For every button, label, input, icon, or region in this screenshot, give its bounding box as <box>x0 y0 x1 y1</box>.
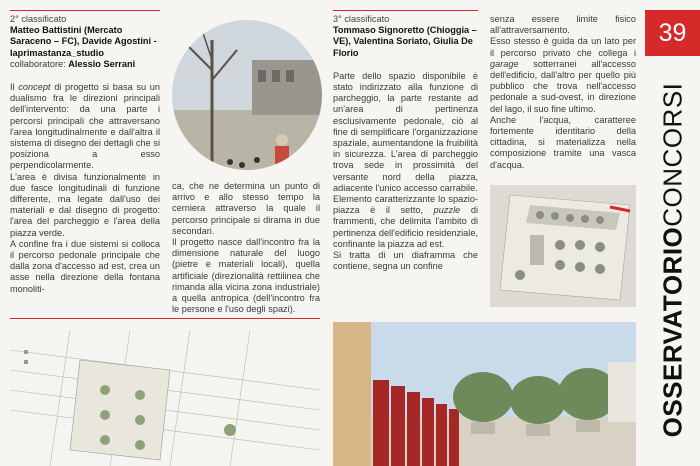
second-place-authors: Matteo Battistini (Mercato Saraceno – FC), Davide Agostini - laprimastanza_studio <box>10 25 157 58</box>
section-title-light: CONCORSI <box>657 82 687 227</box>
second-place-paragraph-2: L'area è divisa funzionalmente in due fasce longitudinali di funzione differente, ma legate dall'uso dei materiali e dal disegno di progetto: l'area del parcheggio e l'area della piazza verde. <box>10 171 160 238</box>
second-place-paragraph-4: ca, che ne determina un punto di arrivo e allo stesso tempo la cerniera attraverso la quale il percorso principale si dirama in due secondari. <box>172 181 320 236</box>
second-place-paragraph-1: Il concept di progetto si basa su un dualismo fra le direzioni principali dell'intervento: da una parte i percorsi principali che attraversano l'area longitudinalmente e dall'altra il sistema di disegno dei dettagli che si posiziona a esso perpendicolarmente. <box>10 82 160 171</box>
project-render-circle-photo <box>172 20 322 170</box>
collaborator-label: collaboratore: <box>10 58 66 69</box>
collaborator-name: Alessio Serrani <box>68 58 136 69</box>
project-site-plan-drawing <box>10 330 320 466</box>
second-place-collaborator <box>10 59 160 70</box>
third-place-paragraph-2: Elemento caratterizzante lo spazio-piazza è il setto, puzzle di frammenti, che delimita l'ambito di pertinenza dell'edificio residenziale, confinante la piazza ad est. <box>333 194 478 249</box>
page-number: 39 <box>645 10 700 56</box>
third-place-column-continued <box>490 14 636 171</box>
third-place-rank: 3° classificato <box>333 14 390 24</box>
second-place-paragraph-3: A confine fra i due sistemi si colloca il percorso pedonale principale che dalla zona d'accesso ad est, crea un asse nella direzione della fontana monoliti- <box>10 238 160 294</box>
third-place-body <box>333 71 478 273</box>
third-place-paragraph-3: Si tratta di un diaframma che contiene, segna un confine <box>333 250 478 272</box>
top-rule-middle <box>333 10 478 11</box>
second-place-paragraph-5: Il progetto nasce dall'incontro fra la dimensione naturale del luogo (pietre e materiali locali), quella artificiale (direzionalità rettilinea che rimanda alla vicina zona industriale) a quella antropica (dell'incontro fra le persone e l'uso degli spazi). <box>172 237 320 315</box>
section-title-bold: OSSERVATORIO <box>657 226 687 438</box>
section-title-wrapper <box>645 60 700 460</box>
third-place-paragraph-1: Parte dello spazio disponibile è stato indirizzato alla funzione di parcheggio, la parte restante ad un'area di pertinenza esclusivamente pedonale, ciò al fine di semplificare l'organizzazione spaziale, aumentandone la fruibilità in sicurezza. L'area di parcheggio trova sede in prossimità del versante nord della piazza, adiacente l'unico accesso carrabile. <box>333 70 478 193</box>
third-place-paragraph-5: Esso stesso è guida da un lato per il percorso privato che collega i garage sotterranei all'accesso dell'edificio, dall'altro per quello più pubblico che trova nell'accesso pedonale a sud-ovest, in direzione del lago, il suo fine ultimo. <box>490 36 636 114</box>
second-place-column <box>10 14 160 295</box>
third-place-paragraph-6: Anche l'acqua, caratteree fortemente identitario della cittadina, si materializza nella composizione tramite una vasca d'acqua. <box>490 114 636 170</box>
third-place-paragraph-4: senza essere limite fisico all'attraversamento. <box>490 14 636 36</box>
third-place-authors: Tommaso Signoretto (Chioggia – VE), Valentina Soriato, Giulia De Florio <box>333 25 477 58</box>
rule-lower-left <box>10 318 320 319</box>
second-place-rank: 2° classificato <box>10 14 67 24</box>
top-rule-left <box>10 10 160 11</box>
section-title <box>657 83 688 438</box>
third-place-aerial-plan <box>490 185 636 307</box>
third-place-render-photo <box>333 322 636 466</box>
third-place-column <box>333 14 478 272</box>
second-place-body <box>10 82 160 295</box>
second-place-column-continued <box>172 181 320 315</box>
